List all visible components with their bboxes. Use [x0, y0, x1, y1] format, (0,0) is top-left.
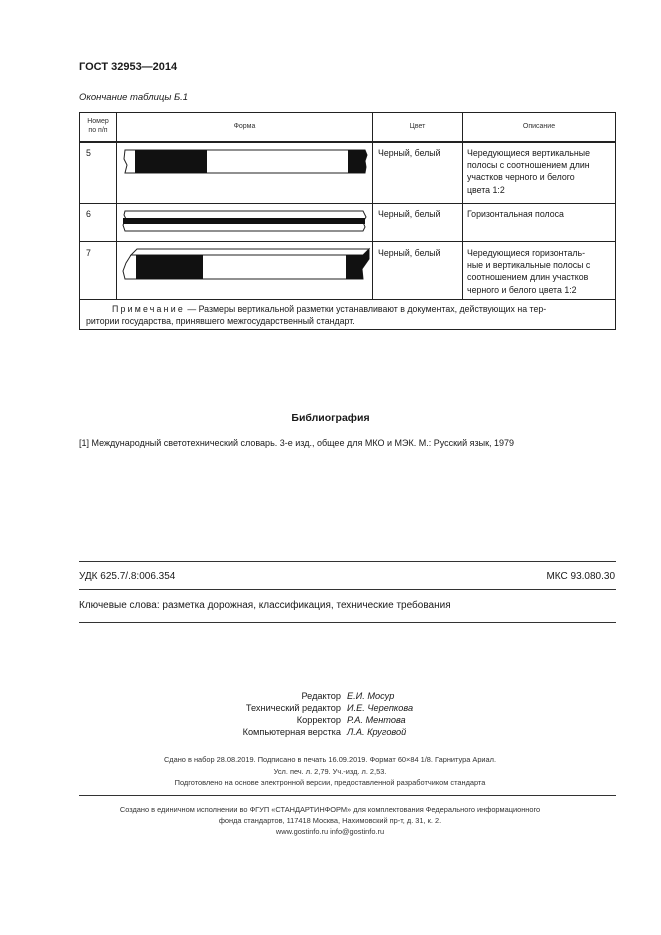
header-color: Цвет [409, 123, 426, 130]
black-segment [135, 150, 207, 173]
black-segment [136, 255, 203, 279]
divider [79, 795, 616, 796]
black-segment [348, 150, 367, 173]
footer-line: фонда стандартов, 117418 Москва, Нахимовский пр-т, д. 31, к. 2. [218, 816, 442, 825]
row-description: Чередующиеся вертикальные полосы с соотношением длин участков черного и белого цвета 1:2 [467, 148, 590, 195]
marking-form-7 [117, 243, 372, 299]
credit-proofreader: Корректор Р.А. Ментова [296, 715, 406, 725]
bibliography-title: Библиография [291, 412, 370, 424]
row-number: 5 [86, 148, 91, 158]
udk-code: УДК 625.7/.8:006.354 [79, 571, 176, 582]
document-id: ГОСТ 32953—2014 [79, 61, 178, 73]
credit-editor: Редактор Е.И. Мосур [301, 691, 395, 701]
table-row-divider [80, 203, 615, 204]
marking-table [79, 112, 616, 330]
table-row-divider [80, 241, 615, 242]
header-form: Форма [233, 123, 256, 130]
row-description: Горизонтальная полоса [467, 209, 564, 219]
row-description: Чередующиеся горизонталь- ные и вертикальные полосы с соотношением длин участков черного и белого цвета 1:2 [467, 248, 591, 295]
table-note: Примечание — Размеры вертикальной разметки устанавливают в документах, действующих на тер- ритории государства, принявшего межгосударственный стандарт. [86, 304, 547, 327]
row-color: Черный, белый [378, 148, 441, 158]
footer-line: Создано в единичном исполнении во ФГУП «СТАНДАРТИНФОРМ» для комплектования Федерального информационного [119, 805, 541, 814]
marking-form-6 [117, 205, 372, 241]
footer-contacts: www.gostinfo.ru info@gostinfo.ru [275, 827, 385, 836]
credit-layout: Компьютерная верстка Л.А. Круговой [242, 727, 407, 737]
header-number: Номер по п/п [87, 118, 109, 134]
black-stripe [123, 218, 365, 224]
table-row-divider [80, 299, 615, 300]
mks-code: МКС 93.080.30 [546, 571, 615, 582]
imprint-line: Сдано в набор 28.08.2019. Подписано в печать 16.09.2019. Формат 60×84 1/8. Гарнитура Ариал. [163, 755, 497, 764]
imprint-line: Усл. печ. л. 2,79. Уч.-изд. л. 2,53. [273, 767, 387, 776]
note-label: Примечание [112, 304, 185, 314]
table-caption: Окончание таблицы Б.1 [79, 92, 189, 103]
row-color: Черный, белый [378, 248, 441, 258]
credit-tech-editor: Технический редактор И.Е. Черепкова [245, 703, 414, 713]
keywords: Ключевые слова: разметка дорожная, классификация, технические требования [79, 600, 451, 611]
row-color: Черный, белый [378, 209, 441, 219]
row-number: 7 [86, 248, 91, 258]
divider [79, 561, 616, 562]
imprint-line: Подготовлено на основе электронной версии, предоставленной разработчиком стандарта [174, 778, 486, 787]
header-description: Описание [522, 123, 556, 130]
marking-form-5 [117, 143, 372, 203]
divider [79, 589, 616, 590]
bibliography-entry: [1] Международный светотехнический словарь. 3-е изд., общее для МКО и МЭК. М.: Русский язык, 1979 [79, 438, 515, 448]
row-number: 6 [86, 209, 91, 219]
divider [79, 622, 616, 623]
